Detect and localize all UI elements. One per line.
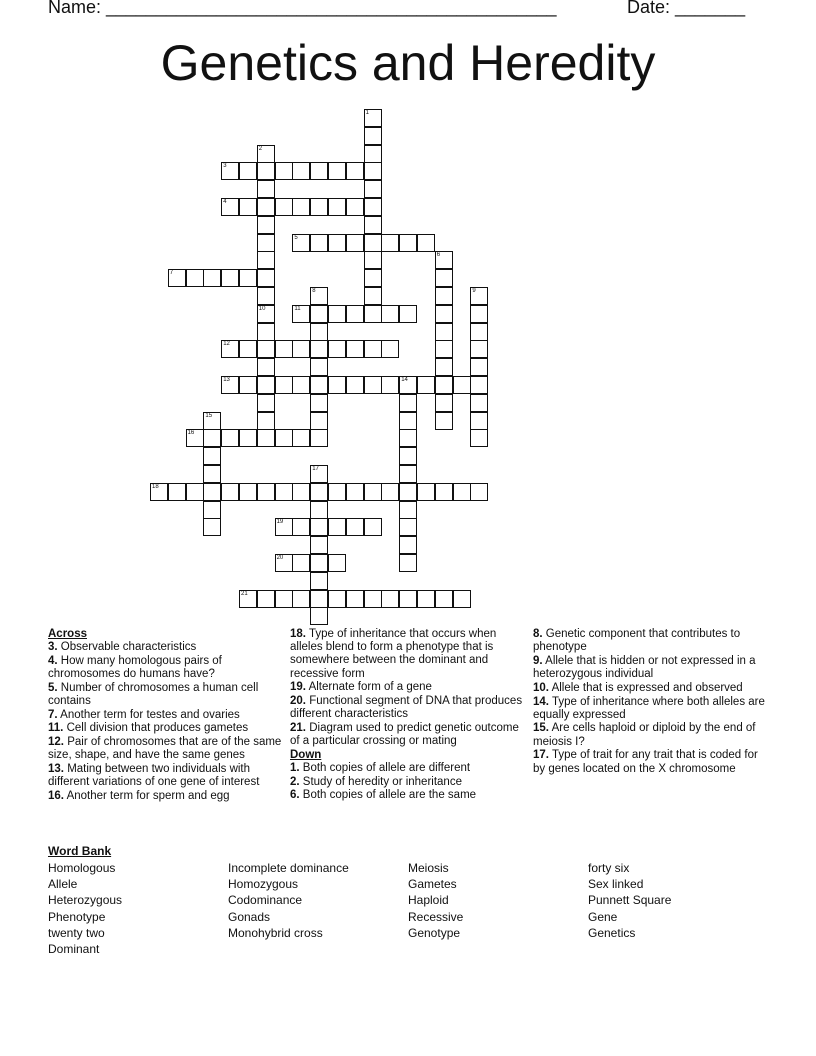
crossword-cell[interactable] <box>328 340 346 358</box>
crossword-cell[interactable] <box>239 483 257 501</box>
word-bank-item: Genotype <box>408 925 461 940</box>
crossword-cell[interactable] <box>399 376 417 394</box>
crossword-cell[interactable] <box>364 216 382 234</box>
crossword-cell[interactable] <box>381 340 399 358</box>
crossword-cell[interactable] <box>310 607 328 625</box>
crossword-cell[interactable] <box>310 483 328 501</box>
crossword-cell[interactable] <box>310 465 328 483</box>
crossword-cell[interactable] <box>328 234 346 252</box>
crossword-cell[interactable] <box>203 501 221 519</box>
word-bank-item: Punnett Square <box>588 893 672 908</box>
clue-number: 8 <box>312 288 316 294</box>
crossword-cell[interactable] <box>292 162 310 180</box>
crossword-cell[interactable] <box>417 234 435 252</box>
word-bank-column-1 <box>48 860 122 957</box>
clue-number: 16 <box>187 430 195 437</box>
clues-column-1 <box>48 628 284 804</box>
crossword-cell[interactable] <box>364 234 382 252</box>
word-bank-item: forty six <box>588 861 630 875</box>
crossword-cell[interactable] <box>470 305 488 323</box>
word-bank-item: Genetics <box>588 925 636 940</box>
crossword-cell[interactable] <box>346 483 364 501</box>
clue-across-5: 5. Number of chromosomes a human cell contains <box>48 681 259 708</box>
crossword-cell[interactable] <box>292 518 310 536</box>
word-bank-item: twenty two <box>48 925 105 940</box>
crossword-cell[interactable] <box>399 501 417 519</box>
crossword-cell[interactable] <box>310 518 328 536</box>
crossword-cell[interactable] <box>435 412 453 430</box>
crossword-cell[interactable] <box>435 394 453 412</box>
crossword-cell[interactable] <box>203 429 221 447</box>
clue-down-1: 1. Both copies of allele are different <box>290 762 471 775</box>
crossword-cell[interactable] <box>364 483 382 501</box>
crossword-cell[interactable] <box>257 394 275 412</box>
crossword-cell[interactable] <box>221 198 239 216</box>
clue-down-14: 14. Type of inheritance where both alleles are equally expressed <box>533 695 765 721</box>
clue-across-12: 12. Pair of chromosomes that are of the same size, shape, and have the same genes <box>48 736 282 762</box>
crossword-cell[interactable] <box>257 162 275 180</box>
clue-number: 14 <box>401 377 408 383</box>
crossword-cell[interactable] <box>310 376 328 394</box>
crossword-cell[interactable] <box>221 376 239 394</box>
crossword-cell[interactable] <box>221 162 239 180</box>
crossword-cell[interactable] <box>470 358 488 376</box>
word-bank-column-2 <box>228 860 349 941</box>
crossword-cell[interactable] <box>381 590 399 608</box>
crossword-cell[interactable] <box>399 447 417 465</box>
word-bank-item: Gonads <box>228 909 271 924</box>
crossword-cell[interactable] <box>399 394 417 412</box>
crossword-cell[interactable] <box>381 234 399 252</box>
crossword-cell[interactable] <box>257 429 275 447</box>
crossword-cell[interactable] <box>435 590 453 608</box>
word-bank-item: Haploid <box>408 893 449 908</box>
clue-down-15: 15. Are cells haploid or diploid by the end of meiosis I? <box>533 722 756 748</box>
clues-column-2 <box>290 628 526 803</box>
crossword-cell[interactable] <box>470 376 488 394</box>
word-bank-item: Monohybrid cross <box>228 925 323 940</box>
crossword-cell[interactable] <box>328 305 346 323</box>
crossword-cell[interactable] <box>310 198 328 216</box>
crossword-cell[interactable] <box>168 269 186 287</box>
crossword-cell[interactable] <box>346 198 364 216</box>
crossword-cell[interactable] <box>346 162 364 180</box>
crossword-cell[interactable] <box>470 412 488 430</box>
crossword-cell[interactable] <box>257 358 275 376</box>
crossword-cell[interactable] <box>275 429 293 447</box>
crossword-cell[interactable] <box>203 412 221 430</box>
crossword-cell[interactable] <box>203 518 221 536</box>
word-bank-item: Heterozygous <box>48 893 123 908</box>
crossword-cell[interactable] <box>257 590 275 608</box>
crossword-cell[interactable] <box>292 429 310 447</box>
crossword-cell[interactable] <box>275 376 293 394</box>
word-bank-item: Phenotype <box>48 909 106 924</box>
crossword-cell[interactable] <box>364 251 382 269</box>
crossword-cell[interactable] <box>186 269 204 287</box>
crossword-cell[interactable] <box>364 305 382 323</box>
clue-number: 7 <box>169 270 174 277</box>
word-bank-item: Incomplete dominance <box>228 861 349 875</box>
crossword-cell[interactable] <box>221 269 239 287</box>
crossword-cell[interactable] <box>203 447 221 465</box>
crossword-cell[interactable] <box>310 394 328 412</box>
crossword-cell[interactable] <box>328 554 346 572</box>
crossword-cell[interactable] <box>310 287 328 305</box>
crossword-cell[interactable] <box>310 340 328 358</box>
crossword-cell[interactable] <box>346 234 364 252</box>
crossword-cell[interactable] <box>292 376 310 394</box>
crossword-cell[interactable] <box>186 429 204 447</box>
crossword-cell[interactable] <box>257 216 275 234</box>
word-bank-item: Recessive <box>408 909 464 924</box>
clues-column-3 <box>533 628 769 776</box>
crossword-cell[interactable] <box>346 590 364 608</box>
crossword-cell[interactable] <box>257 180 275 198</box>
crossword-cell[interactable] <box>310 412 328 430</box>
crossword-cell[interactable] <box>399 305 417 323</box>
word-bank-item: Dominant <box>48 942 100 957</box>
crossword-cell[interactable] <box>399 412 417 430</box>
clue-number: 3 <box>223 163 227 170</box>
crossword-cell[interactable] <box>470 429 488 447</box>
crossword-cell[interactable] <box>435 483 453 501</box>
clue-across-16: 16. Another term for sperm and egg <box>48 789 230 802</box>
clue-down-10: 10. Allele that is expressed and observed <box>533 681 743 694</box>
clue-number: 13 <box>223 377 230 383</box>
crossword-cell[interactable] <box>381 305 399 323</box>
word-bank-item: Allele <box>48 877 78 892</box>
date-field: Date: _______ <box>627 0 746 17</box>
clue-number: 21 <box>241 590 248 597</box>
clue-number: 9 <box>472 288 476 294</box>
crossword-cell[interactable] <box>364 287 382 305</box>
crossword-cell[interactable] <box>364 145 382 163</box>
crossword-cell[interactable] <box>150 483 168 501</box>
clue-across-18: 18. Type of inheritance that occurs when alleles blend to form a phenotype that is somewhere between the dominant and recessive form <box>290 628 497 680</box>
clue-across-11: 11. Cell division that produces gametes <box>48 722 249 735</box>
crossword-cell[interactable] <box>239 269 257 287</box>
crossword-cell[interactable] <box>203 269 221 287</box>
crossword-cell[interactable] <box>310 305 328 323</box>
crossword-cell[interactable] <box>275 340 293 358</box>
clue-number: 6 <box>436 252 441 259</box>
crossword-cell[interactable] <box>470 394 488 412</box>
crossword-cell[interactable] <box>275 518 293 536</box>
crossword-cell[interactable] <box>435 323 453 341</box>
crossword-cell[interactable] <box>239 376 257 394</box>
clue-across-20: 20. Functional segment of DNA that produces different characteristics <box>290 695 523 721</box>
crossword-cell[interactable] <box>328 590 346 608</box>
word-bank-title: Word Bank <box>48 844 112 858</box>
clue-down-6: 6. Both copies of allele are the same <box>290 789 477 802</box>
crossword-cell[interactable] <box>257 412 275 430</box>
crossword-cell[interactable] <box>310 234 328 252</box>
crossword-cell[interactable] <box>381 376 399 394</box>
clue-across-7: 7. Another term for testes and ovaries <box>48 708 240 721</box>
crossword-cell[interactable] <box>417 483 435 501</box>
crossword-cell[interactable] <box>364 109 382 127</box>
crossword-cell[interactable] <box>292 234 310 252</box>
crossword-cell[interactable] <box>328 162 346 180</box>
crossword-cell[interactable] <box>292 554 310 572</box>
crossword-cell[interactable] <box>470 483 488 501</box>
crossword-cell[interactable] <box>168 483 186 501</box>
crossword-cell[interactable] <box>310 429 328 447</box>
word-bank-item: Gametes <box>408 877 457 892</box>
crossword-cell[interactable] <box>257 234 275 252</box>
crossword-cell[interactable] <box>203 483 221 501</box>
clue-number: 10 <box>258 305 266 312</box>
crossword-cell[interactable] <box>328 518 346 536</box>
word-bank-column-4 <box>588 860 671 941</box>
clue-number: 5 <box>294 234 298 241</box>
crossword-cell[interactable] <box>346 305 364 323</box>
crossword-cell[interactable] <box>364 162 382 180</box>
crossword-cell[interactable] <box>364 127 382 145</box>
crossword-cell[interactable] <box>292 590 310 608</box>
crossword-cell[interactable] <box>453 376 471 394</box>
crossword-cell[interactable] <box>399 590 417 608</box>
crossword-cell[interactable] <box>310 501 328 519</box>
crossword-cell[interactable] <box>310 323 328 341</box>
crossword-cell[interactable] <box>221 340 239 358</box>
word-bank-item: Meiosis <box>408 861 449 875</box>
crossword-cell[interactable] <box>186 483 204 501</box>
crossword-cell[interactable] <box>364 376 382 394</box>
crossword-cell[interactable] <box>364 198 382 216</box>
crossword-cell[interactable] <box>399 234 417 252</box>
word-bank-item: Homozygous <box>228 877 299 892</box>
page-title: Genetics and Heredity <box>160 35 656 91</box>
clue-number: 17 <box>312 466 319 472</box>
crossword-cell[interactable] <box>435 287 453 305</box>
clue-across-4: 4. How many homologous pairs of chromosomes do humans have? <box>48 654 222 681</box>
clue-number: 4 <box>223 199 227 205</box>
crossword-cell[interactable] <box>310 536 328 554</box>
crossword-cell[interactable] <box>364 590 382 608</box>
crossword-cell[interactable] <box>435 376 453 394</box>
crossword-cell[interactable] <box>239 340 257 358</box>
crossword-cell[interactable] <box>435 340 453 358</box>
clue-down-8: 8. Genetic component that contributes to phenotype <box>533 628 741 654</box>
crossword-cell[interactable] <box>328 198 346 216</box>
crossword-cell[interactable] <box>257 251 275 269</box>
crossword-cell[interactable] <box>292 483 310 501</box>
crossword-cell[interactable] <box>470 287 488 305</box>
clue-across-13: 13. Mating between two individuals with different variations of one gene of interest <box>48 763 260 789</box>
crossword-cell[interactable] <box>470 340 488 358</box>
crossword-cell[interactable] <box>364 269 382 287</box>
crossword-cell[interactable] <box>364 340 382 358</box>
crossword-cell[interactable] <box>364 180 382 198</box>
clue-across-19: 19. Alternate form of a gene <box>290 681 432 694</box>
crossword-cell[interactable] <box>310 590 328 608</box>
crossword-cell[interactable] <box>257 305 275 323</box>
crossword-cell[interactable] <box>292 198 310 216</box>
crossword-cell[interactable] <box>257 287 275 305</box>
word-bank-item: Gene <box>588 909 618 924</box>
crossword-cell[interactable] <box>310 572 328 590</box>
crossword-cell[interactable] <box>257 340 275 358</box>
crossword-cell[interactable] <box>239 429 257 447</box>
crossword-cell[interactable] <box>275 554 293 572</box>
crossword-cell[interactable] <box>346 518 364 536</box>
crossword-cell[interactable] <box>381 483 399 501</box>
crossword-cell[interactable] <box>417 590 435 608</box>
crossword-cell[interactable] <box>453 590 471 608</box>
crossword-cell[interactable] <box>203 465 221 483</box>
crossword-cell[interactable] <box>257 269 275 287</box>
down-heading: Down <box>290 748 322 761</box>
clue-number: 18 <box>152 483 159 490</box>
crossword-cell[interactable] <box>275 590 293 608</box>
crossword-cell[interactable] <box>221 483 239 501</box>
clue-number: 1 <box>365 110 369 116</box>
word-bank-item: Homologous <box>48 861 116 875</box>
crossword-cell[interactable] <box>239 590 257 608</box>
word-bank-item: Sex linked <box>588 877 644 892</box>
word-bank-item: Codominance <box>228 893 303 908</box>
clue-number: 19 <box>276 519 284 526</box>
clue-across-3: 3. Observable characteristics <box>48 641 197 654</box>
crossword-cell[interactable] <box>364 518 382 536</box>
crossword-cell[interactable] <box>310 358 328 376</box>
clue-number: 11 <box>294 305 301 312</box>
crossword-cell[interactable] <box>399 465 417 483</box>
crossword-cell[interactable] <box>257 323 275 341</box>
clue-across-21: 21. Diagram used to predict genetic outcome of a particular crossing or mating <box>290 721 519 748</box>
crossword-cell[interactable] <box>275 162 293 180</box>
crossword-cell[interactable] <box>257 198 275 216</box>
crossword-cell[interactable] <box>399 554 417 572</box>
clue-down-9: 9. Allele that is hidden or not expressed in a heterozygous individual <box>533 654 756 681</box>
crossword-cell[interactable] <box>470 323 488 341</box>
clue-down-2: 2. Study of heredity or inheritance <box>290 775 462 788</box>
crossword-cell[interactable] <box>328 376 346 394</box>
crossword-cell[interactable] <box>257 376 275 394</box>
crossword-cell[interactable] <box>310 554 328 572</box>
crossword-cell[interactable] <box>239 198 257 216</box>
crossword-cell[interactable] <box>310 162 328 180</box>
across-heading: Across <box>48 628 87 640</box>
clue-number: 15 <box>205 412 213 419</box>
crossword-cell[interactable] <box>417 376 435 394</box>
crossword-cell[interactable] <box>435 305 453 323</box>
crossword-cell[interactable] <box>435 358 453 376</box>
crossword-cell[interactable] <box>399 429 417 447</box>
clue-number: 20 <box>276 555 284 561</box>
crossword-cell[interactable] <box>257 483 275 501</box>
clue-number: 2 <box>258 145 263 152</box>
crossword-cell[interactable] <box>346 340 364 358</box>
crossword-cell[interactable] <box>221 429 239 447</box>
crossword-cell[interactable] <box>257 145 275 163</box>
crossword-cell[interactable] <box>239 162 257 180</box>
clue-number: 12 <box>223 341 230 348</box>
clue-down-17: 17. Type of trait for any trait that is coded for by genes located on the X chromosome <box>533 749 758 775</box>
crossword-cell[interactable] <box>292 305 310 323</box>
crossword-cell[interactable] <box>275 483 293 501</box>
crossword-cell[interactable] <box>346 376 364 394</box>
crossword-cell[interactable] <box>399 536 417 554</box>
crossword-cell[interactable] <box>435 269 453 287</box>
crossword-cell[interactable] <box>275 198 293 216</box>
crossword-cell[interactable] <box>292 340 310 358</box>
crossword-cell[interactable] <box>399 518 417 536</box>
crossword-cell[interactable] <box>435 251 453 269</box>
crossword-cell[interactable] <box>399 483 417 501</box>
crossword-cell[interactable] <box>328 483 346 501</box>
crossword-cell[interactable] <box>453 483 471 501</box>
name-field: Name: _____________________________________________ <box>48 0 557 17</box>
word-bank-column-3 <box>408 860 463 941</box>
